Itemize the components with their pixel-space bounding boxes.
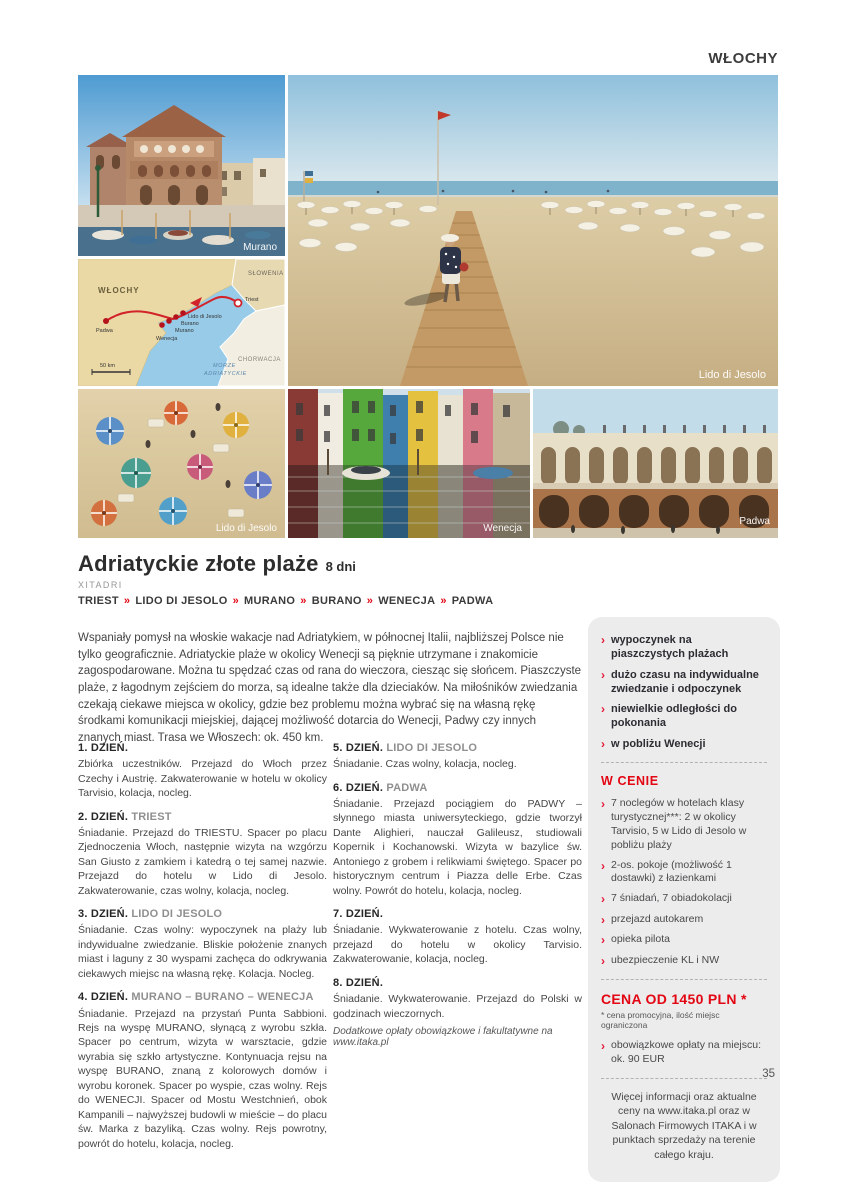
umbrella (164, 401, 188, 425)
map-label-triest: Triest (245, 297, 259, 303)
trip-title-text: Adriatyckie złote plaże (78, 551, 319, 576)
route-stop: BURANO (311, 595, 362, 607)
chevron-icon: › (601, 912, 605, 927)
day-place: TRIEST (131, 810, 172, 823)
trip-route (78, 595, 493, 607)
umbrella (121, 458, 151, 488)
day-number: 7. DZIEŃ. (333, 908, 384, 921)
highlight-item (601, 702, 767, 731)
included-item (601, 859, 767, 887)
map-label-padwa: Padwa (96, 328, 113, 334)
red-bag (460, 263, 469, 272)
chevron-icon: › (601, 633, 605, 647)
route-stop: PADWA (451, 595, 494, 607)
included-text: 2-os. pokoje (możliwość 1 dostawki) z łazienkami (611, 858, 732, 885)
page-region-title: WŁOCHY (708, 50, 778, 67)
trip-title (78, 551, 356, 577)
photo-caption: Wenecja (483, 523, 522, 534)
included-text: 7 śniadań, 7 obiadokolacji (611, 892, 732, 905)
route-separator-icon: » (123, 595, 131, 607)
route-stop: TRIEST (78, 595, 119, 607)
umbrellas-illustration (78, 389, 285, 538)
map-label-wenecja: Wenecja (156, 336, 178, 342)
map-dot-lido (180, 310, 186, 316)
umbrella (244, 471, 272, 499)
murano-illustration (78, 75, 285, 256)
photo-caption: Padwa (739, 516, 770, 527)
included-item (601, 797, 767, 852)
included-item (601, 933, 767, 947)
umbrella (187, 454, 213, 480)
included-item (601, 892, 767, 906)
page-number: 35 (762, 1068, 775, 1080)
map-label-sea-1: MORZE (213, 363, 236, 369)
route-separator-icon: » (300, 595, 307, 607)
umbrella (91, 500, 117, 526)
pavement (533, 528, 778, 538)
photo-caption: Lido di Jesolo (698, 369, 766, 381)
photo-beach-umbrellas (78, 389, 285, 538)
highlight-text: w pobliżu Wenecji (611, 737, 706, 750)
canal-illustration (288, 389, 530, 538)
umbrella (96, 417, 124, 445)
chevron-icon: › (601, 892, 605, 907)
day-body: Śniadanie. Czas wolny: wypoczynek na plaży lub indywidualne zwiedzanie. Bliskie położenie znanych miast i laguny z 30 wyspami zachęca do odkrywania ciekawych miejsc na własną rękę. Kolacja. Nocleg. (78, 924, 327, 980)
day-place: MURANO – BURANO – WENECJA (131, 991, 314, 1004)
itinerary-day-8 (333, 976, 582, 1021)
day-body: Śniadanie. Przejazd na przystań Punta Sabbioni. Rejs na wyspę MURANO, słynącą z wyrobu szkła. Spacer po centrum, wizyta w warsztacie, gdzie wyrabia się szkło artystyczne. Kontynuacja rejsu na wyspę BURANO, znaną z kolorowych domów i wyrobu koronek. Spacer po wyspie, czas wolny. Rejs do WENECJI. Spacer od Mostu Westchnień, obok Kampanili – najwyższej budowli w mieście – do placu św. Marka z bazyliką. Czas wolny. Rejs powrotny, powrót do hotelu, kolacja, nocleg. (78, 1007, 327, 1150)
beach-illustration (288, 75, 778, 386)
sea (288, 181, 778, 197)
highlight-item (601, 633, 767, 662)
map-label-slovenia: SŁOWENIA (248, 271, 284, 277)
pavement (78, 205, 285, 227)
day-body: Zbiórka uczestników. Przejazd do Włoch przez Czechy i Austrię. Zakwaterowanie w hotelu w okolicy Tarvisio, kolacja, nocleg. (78, 758, 327, 800)
map-label-sea-2: ADRIATYCKIE (204, 371, 247, 377)
photo-canal (288, 389, 530, 538)
route-stop: MURANO (243, 595, 296, 607)
map-label-burano: Burano (181, 321, 199, 327)
itinerary-day-3 (78, 907, 327, 981)
route-stop: WENECJA (378, 595, 436, 607)
chevron-icon: › (601, 1038, 605, 1053)
itinerary-footnote: Dodatkowe opłaty obowiązkowe i fakultatywne na www.itaka.pl (333, 1026, 553, 1048)
highlight-text: niewielkie odległości do pokonania (611, 703, 737, 730)
included-text: 7 noclegów w hotelach klasy turystycznej***: 2 w okolicy Tarvisio, 5 w Lido di Jesolo w pobliżu plaży (611, 797, 747, 851)
route-map (78, 259, 285, 386)
route-separator-icon: » (440, 595, 447, 607)
included-item (601, 954, 767, 968)
included-text: ubezpieczenie KL i NW (611, 953, 720, 966)
photo-caption: Murano (243, 242, 277, 253)
day-place: PADWA (386, 781, 428, 794)
photo-caption: Lido di Jesolo (215, 523, 277, 534)
itinerary-day-5 (333, 741, 582, 772)
day-place: LIDO DI JESOLO (386, 742, 478, 754)
route-separator-icon: » (366, 595, 374, 607)
chevron-icon: › (601, 953, 605, 968)
price-extra-item (601, 1039, 767, 1067)
price-heading: CENA OD 1450 PLN * (601, 990, 747, 1007)
trip-code: XITADRI (78, 580, 123, 590)
photo-murano (78, 75, 285, 256)
chevron-icon: › (601, 702, 605, 717)
chevron-icon: › (601, 858, 605, 873)
price-extra-text: obowiązkowe opłaty na miejscu: ok. 90 EUR (611, 1038, 761, 1065)
more-info-text: Więcej informacji oraz aktualne ceny na www.itaka.pl oraz w Salonach Firmowych ITAKA i w punktach sprzedaży na terenie całego kraju. (611, 1090, 757, 1161)
map-dot-padwa (103, 318, 109, 324)
itinerary-day-1 (78, 741, 327, 801)
itinerary-day-2 (78, 810, 327, 899)
day-number: 3. DZIEŃ. (78, 908, 129, 921)
day-body: Śniadanie. Wykwaterowanie z hotelu. Czas wolny, przejazd do hotelu w okolicy Tarvisio. Zakwaterowanie, kolacja, nocleg. (333, 924, 582, 966)
highlight-text: wypoczynek na piaszczystych plażach (611, 634, 729, 661)
divider (601, 979, 767, 980)
included-item (601, 913, 767, 927)
day-body: Śniadanie. Czas wolny, kolacja, nocleg. (333, 758, 517, 771)
day-body: Śniadanie. Wykwaterowanie. Przejazd do Polski w godzinach wieczornych. (333, 993, 582, 1020)
map-dot-triest (235, 300, 242, 307)
divider (601, 762, 767, 763)
map-dot-murano (166, 318, 172, 324)
chevron-icon: › (601, 667, 605, 682)
itinerary-column-right (333, 741, 582, 1030)
photo-main-beach (288, 75, 778, 386)
day-number: 5. DZIEŃ. (333, 742, 384, 754)
included-heading: W CENIE (601, 774, 659, 789)
price-note: * cena promocyjna, ilość miejsc ograniczona (601, 1009, 720, 1030)
chevron-icon: › (601, 797, 605, 812)
day-number: 6. DZIEŃ. (333, 781, 384, 794)
highlight-text: dużo czasu na indywidualne zwiedzanie i odpoczynek (611, 668, 759, 695)
offer-sidebar (588, 617, 780, 1182)
white-hat (441, 234, 459, 242)
day-number: 1. DZIEŃ. (78, 742, 129, 754)
day-number: 4. DZIEŃ. (78, 991, 129, 1004)
chevron-icon: › (601, 736, 605, 751)
map-dot-burano (173, 314, 179, 320)
day-place: LIDO DI JESOLO (131, 908, 223, 921)
included-text: przejazd autokarem (611, 912, 704, 925)
route-separator-icon: » (232, 595, 239, 607)
trip-duration: 8 dni (325, 559, 356, 574)
highlight-item (601, 668, 767, 697)
map-label-lido: Lido di Jesolo (188, 314, 222, 320)
map-label-croatia: CHORWACJA (238, 357, 281, 363)
day-body: Śniadanie. Przejazd do TRIESTU. Spacer po placu Zjednoczenia Włoch, następnie wizyta na wzgórzu San Giusto z zamkiem i katedrą o tej samej nazwie. Przejazd do hotelu w Lido di Jesolo. Zakwaterowanie, czas wolny, kolacja, nocleg. (78, 826, 327, 897)
umbrella (159, 497, 187, 525)
highlight-item (601, 737, 767, 751)
svg-text:50 km: 50 km (100, 363, 115, 369)
trip-intro: Wspaniały pomysł na włoskie wakacje nad Adriatykiem, w północnej Italii, najbliższej Polsce nie tylko geograficznie. Adriatyckie plaże w okolicy Wenecji są pięknie utrzymane i znakomicie zagospodarowane. Można tu spędzać czas od rana do wieczora, ciesząc się słońcem. Piaszczyste plaże, z łagodnym zejściem do morza, są idealne także dla dzieciaków. Na miłośników zwiedzania czekają ciekawe miejsca w okolicy, gdzie bez problemu można wybrać się na własną rękę środkami komunikacji miejskiej, dającej możliwość dotarcia do Wenecji, Padwy czy innych znanych miast. Trasa we Włoszech: ok. 450 km. (78, 632, 582, 745)
map-label-murano: Murano (175, 328, 194, 334)
umbrella (223, 412, 249, 438)
route-stop: LIDO DI JESOLO (135, 595, 228, 607)
included-text: opieka pilota (611, 933, 670, 946)
day-number: 2. DZIEŃ. (78, 810, 129, 823)
itinerary-day-7 (333, 907, 582, 967)
day-number: 8. DZIEŃ. (333, 976, 384, 989)
chevron-icon: › (601, 933, 605, 948)
cornice (533, 483, 778, 489)
colorful-houses (288, 389, 530, 465)
map-dot-wenecja (159, 322, 165, 328)
itinerary-column-left (78, 741, 327, 1160)
itinerary-day-6 (333, 781, 582, 899)
photo-palace (533, 389, 778, 538)
day-body: Śniadanie. Przejazd pociągiem do PADWY – słynnego miasta uniwersyteckiego, gdzie tworzył Dante Alighieri, nauczał Galileusz, studiowali Kopernik i Kochanowski. Wizyta w bazylice św. Antoniego z grobem i relikwiami świętego. Spacer po historycznym centrum i Piazza delle Erbe. Czas wolny. Powrót do hotelu, kolacja, nocleg. (333, 797, 582, 897)
palace-illustration (533, 389, 778, 538)
map-illustration (78, 259, 285, 386)
map-label-italy: WŁOCHY (98, 286, 140, 295)
